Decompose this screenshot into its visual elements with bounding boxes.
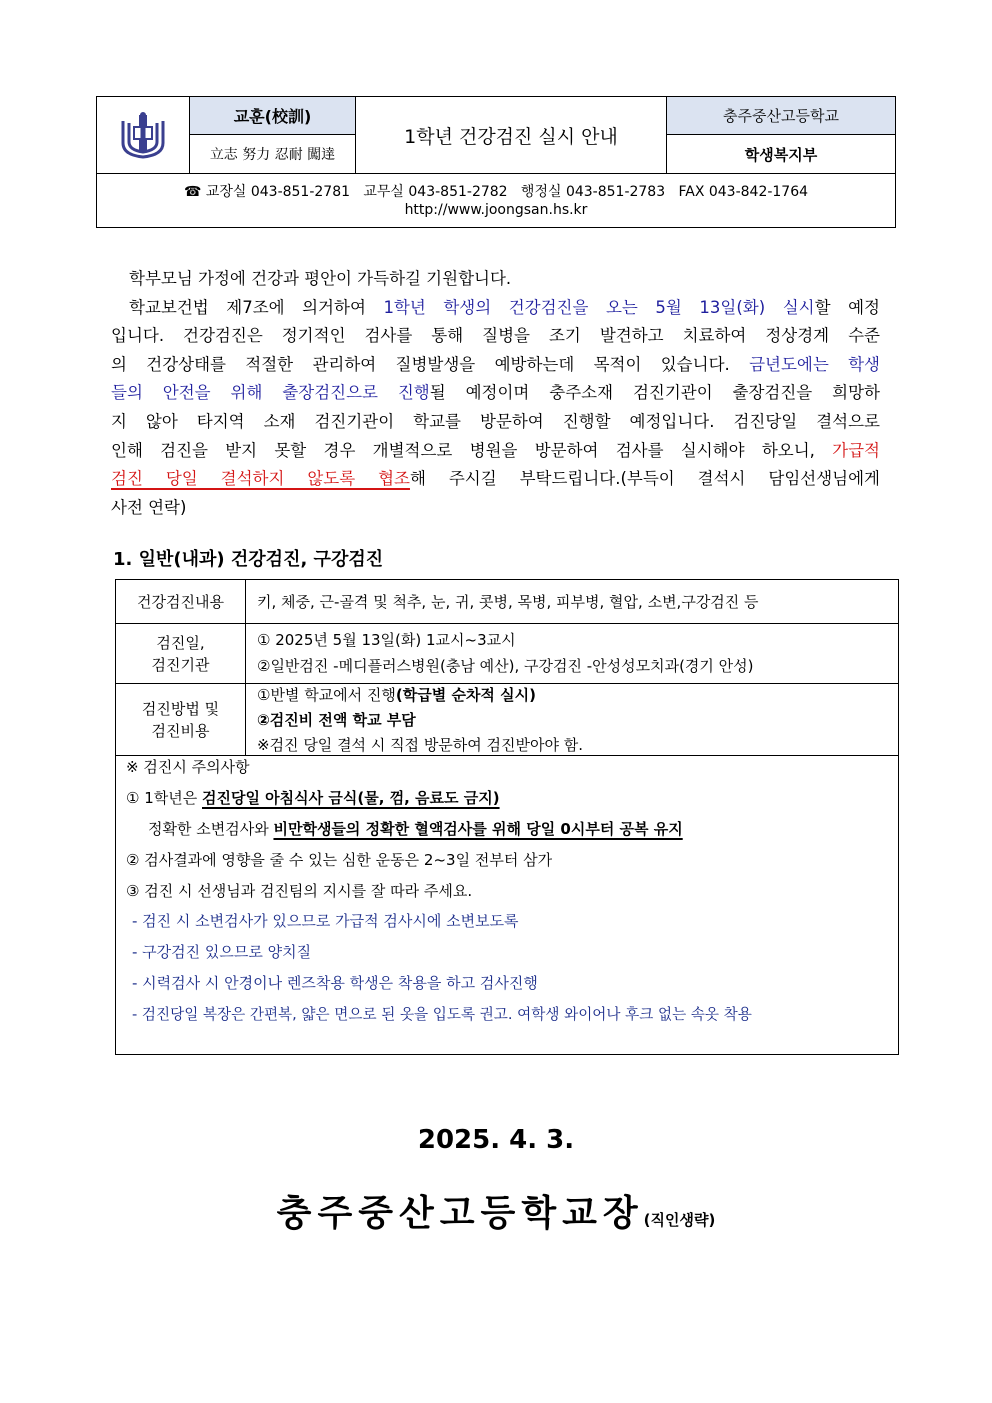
body-line: 인해 검진을 받지 못할 경우 개별적으로 병원을 방문하여 검사를 실시해야 하오니, 가급적 <box>111 440 880 460</box>
motto-text: 立志 努力 忍耐 闖達 <box>189 135 355 173</box>
exam-method: ①반별 학교에서 진행(학급별 순차적 실시) <box>257 686 536 704</box>
body-line: 사전 연락) <box>111 497 187 517</box>
body-line: 들의 안전을 위해 출장검진으로 진행될 예정이며 충주소재 검진기관이 출장검진을 희망하 <box>111 383 880 403</box>
body-line: 지 않아 타지역 소재 검진기관이 학교를 방문하여 진행할 예정입니다. 검진당일 결석으로 <box>111 411 880 431</box>
body-line: 입니다. 건강검진은 정기적인 검사를 통해 질병을 조기 발견하고 치료하여 정상경계 수준 <box>111 326 880 346</box>
body-line: 의 건강상태를 적절한 관리하여 질병발생을 예방하는데 목적이 있습니다. 금년도에는 학생 <box>111 354 880 374</box>
motto-label: 교훈(校訓) <box>189 97 355 135</box>
header-table <box>96 96 896 228</box>
note-dash-4: - 검진당일 복장은 간편복, 얇은 면으로 된 옷을 입도록 권고. 여학생 와이어나 후크 없는 속옷 착용 <box>132 1006 752 1023</box>
website-link[interactable]: http://www.joongsan.hs.kr <box>404 202 588 218</box>
note-2: ② 검사결과에 영향을 줄 수 있는 심한 운동은 2~3일 전부터 삼가 <box>126 851 553 869</box>
school-logo <box>97 97 189 173</box>
note-3: ③ 검진 시 선생님과 검진팀의 지시를 잘 따라 주세요. <box>126 882 473 900</box>
row2-label: 검진일, 검진기관 <box>116 624 246 683</box>
exam-cost: ②검진비 전액 학교 부담 <box>257 711 416 729</box>
body-line: 검진 당일 결석하지 않도록 협조해 주시길 부탁드립니다.(부득이 결석시 담임선생님에게 <box>111 469 880 489</box>
notes-title: ※ 검진시 주의사항 <box>126 758 250 776</box>
school-emblem-icon <box>117 109 169 161</box>
exam-date-highlight: 1학년 학생의 건강검진을 오는 5월 13일(화) 실시 <box>383 297 815 317</box>
exam-info-table <box>115 579 899 1055</box>
absence-note: ※검진 당일 결석 시 직접 방문하여 검진받아야 함. <box>257 736 584 754</box>
seal-note: (직인생략) <box>643 1211 716 1229</box>
principal-title: 충주중산고등학교장 <box>276 1193 644 1234</box>
note-1: ① 1학년은 검진당일 아침식사 금식(물, 껌, 음료도 금지) <box>126 789 500 807</box>
body-line: 학교보건법 제7조에 의거하여 1학년 학생의 건강검진을 오는 5월 13일(화) 실시할 예정 <box>129 297 880 317</box>
department-name: 학생복지부 <box>666 135 895 173</box>
contact-row <box>97 173 895 228</box>
greeting-line: 학부모님 가정에 건강과 평안이 가득하길 기원합니다. <box>129 269 512 288</box>
body-paragraph <box>111 265 880 522</box>
page-title: 1학년 건강검진 실시 안내 <box>355 97 666 173</box>
exam-institution: ②일반검진 -메디플러스병원(충남 예산), 구강검진 -안성성모치과(경기 안성) <box>257 657 754 675</box>
row3-value <box>247 684 898 755</box>
document-date: 2025. 4. 3. <box>417 1125 575 1155</box>
section-title: 1. 일반(내과) 건강검진, 구강검진 <box>113 549 384 570</box>
note-dash-3: - 시력검사 시 안경이나 렌즈착용 학생은 착용을 하고 검사진행 <box>132 974 538 992</box>
row3-label: 검진방법 및 검진비용 <box>116 684 246 755</box>
exam-date: ① 2025년 5월 13일(화) 1교시~3교시 <box>257 631 516 649</box>
note-dash-1: - 검진 시 소변검사가 있으므로 가급적 검사시에 소변보도록 <box>132 912 519 930</box>
signature-line <box>0 1185 992 1236</box>
row1-value: 키, 체중, 근-골격 및 척추, 눈, 귀, 콧병, 목병, 피부병, 혈압, 소변,구강검진 등 <box>257 593 759 611</box>
school-name: 충주중산고등학교 <box>666 97 895 135</box>
row1-label: 건강검진내용 <box>116 580 246 623</box>
note-1-detail: 정확한 소변검사와 비만학생들의 정확한 혈액검사를 위해 당일 0시부터 공복 유지 <box>148 820 683 838</box>
row2-value <box>247 624 898 683</box>
note-dash-2: - 구강검진 있으므로 양치질 <box>132 943 312 961</box>
onsite-exam-highlight: 들의 안전을 위해 출장검진으로 진행 <box>111 383 430 403</box>
contact-numbers: ☎ 교장실 043-851-2781 교무실 043-851-2782 행정실 043-851-2783 FAX 043-842-1764 <box>183 184 809 200</box>
no-absence-highlight: 검진 당일 결석하지 않도록 협조 <box>111 469 410 489</box>
